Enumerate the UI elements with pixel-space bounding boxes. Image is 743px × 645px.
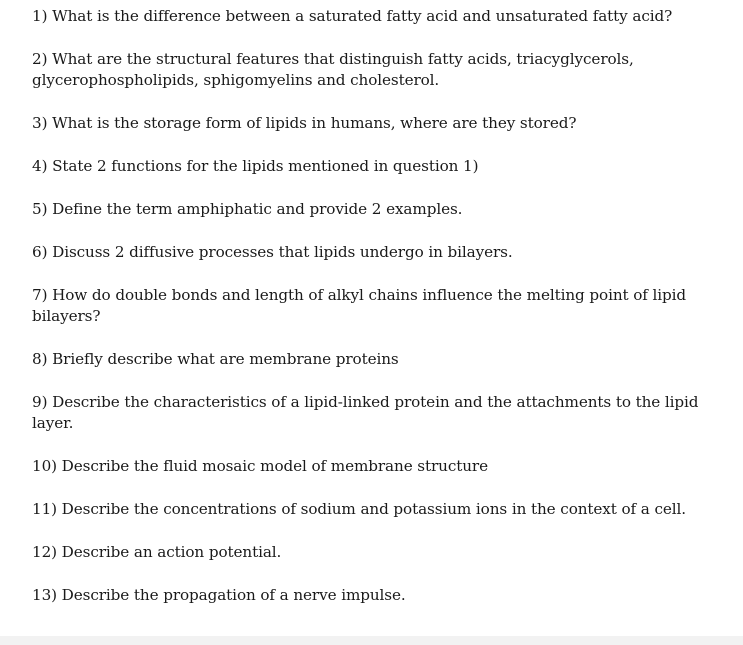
question-12: 12) Describe an action potential. bbox=[32, 543, 282, 561]
question-4: 4) State 2 functions for the lipids mentioned in question 1) bbox=[32, 157, 479, 175]
question-7: 7) How do double bonds and length of alkyl chains influence the melting point of lipid bilayers? bbox=[32, 286, 687, 325]
question-11: 11) Describe the concentrations of sodium and potassium ions in the context of a cell. bbox=[32, 500, 687, 518]
question-8: 8) Briefly describe what are membrane proteins bbox=[32, 350, 399, 368]
question-10: 10) Describe the fluid mosaic model of membrane structure bbox=[32, 457, 488, 475]
question-1: 1) What is the difference between a saturated fatty acid and unsaturated fatty acid? bbox=[32, 7, 673, 25]
question-3: 3) What is the storage form of lipids in humans, where are they stored? bbox=[32, 114, 577, 132]
question-6: 6) Discuss 2 diffusive processes that lipids undergo in bilayers. bbox=[32, 243, 513, 261]
question-5: 5) Define the term amphiphatic and provide 2 examples. bbox=[32, 200, 463, 218]
question-2: 2) What are the structural features that distinguish fatty acids, triacyglycerols, glycerophospholipids, sphigomyelins and cholesterol. bbox=[32, 50, 634, 89]
question-13: 13) Describe the propagation of a nerve impulse. bbox=[32, 586, 406, 604]
question-9: 9) Describe the characteristics of a lipid-linked protein and the attachments to the lipid layer. bbox=[32, 393, 699, 432]
